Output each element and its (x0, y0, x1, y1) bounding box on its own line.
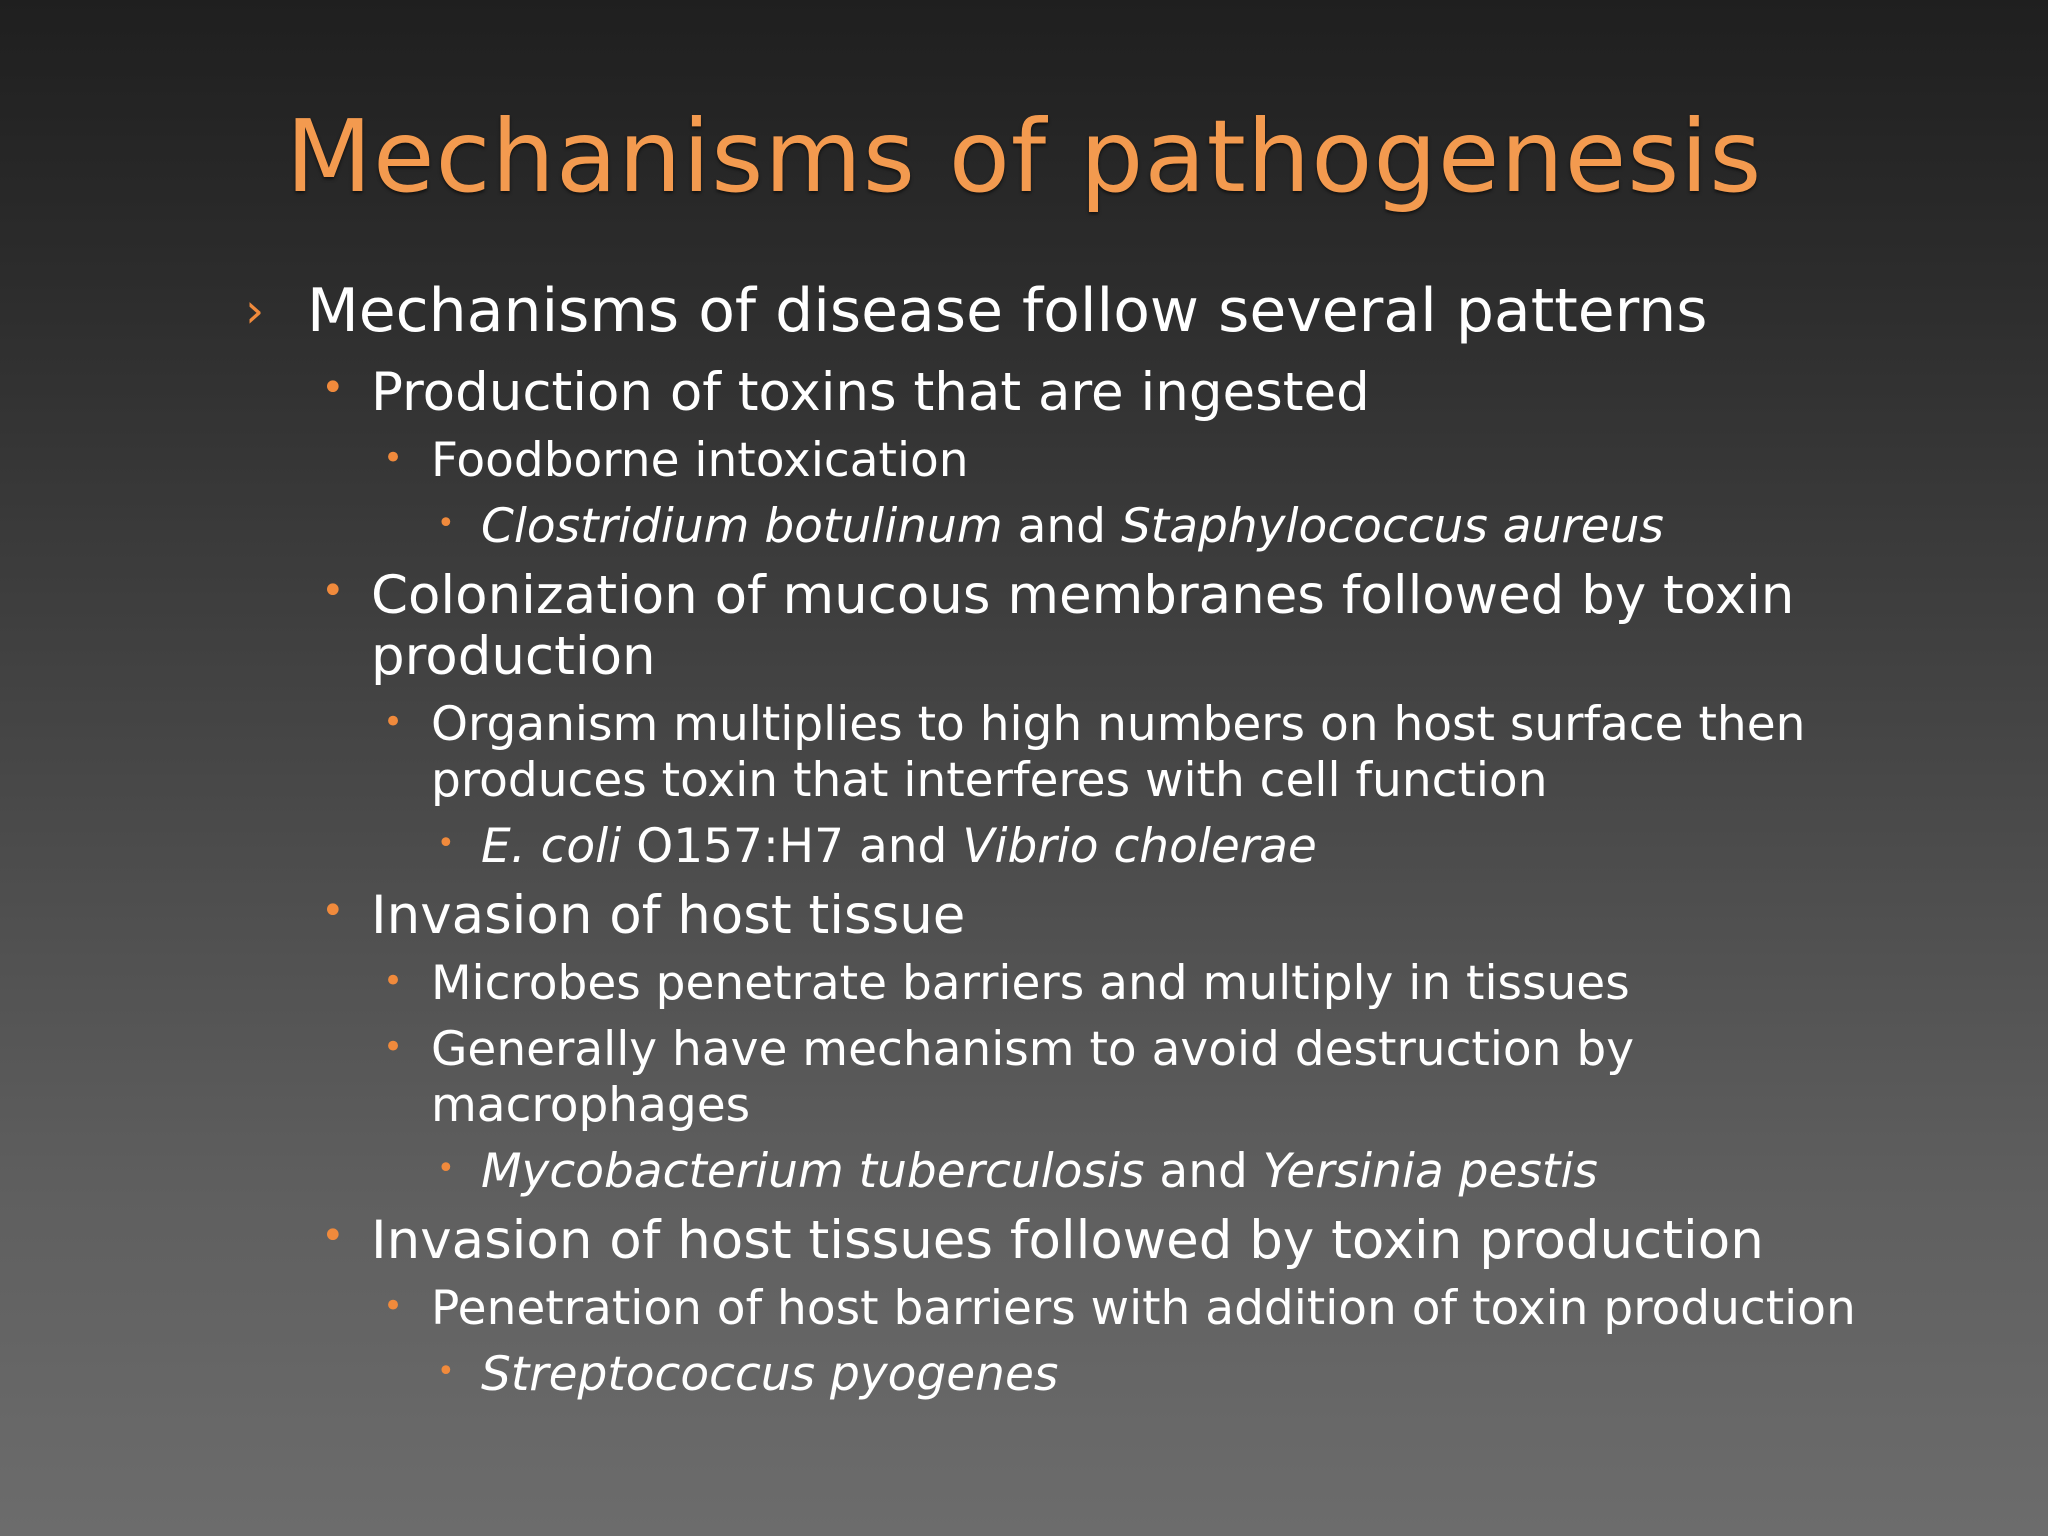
pattern-item (245, 1210, 1945, 1271)
organism-name: Clostridium botulinum (481, 499, 1003, 554)
dot-bullet-icon: • (321, 888, 345, 934)
pattern-detail (245, 1281, 1945, 1337)
main-bullet-text: Mechanisms of disease follow several patterns (307, 276, 1708, 346)
pattern-detail-text: Foodborne intoxication (431, 433, 969, 488)
organism-name: Staphylococcus aureus (1120, 499, 1664, 554)
slide-content (245, 270, 1945, 1403)
pattern-heading: Invasion of host tissues followed by toxin production (371, 1210, 1764, 1271)
pattern-heading: Invasion of host tissue (371, 885, 966, 946)
main-bullet (245, 270, 1945, 352)
pattern-item (245, 362, 1945, 423)
dot-bullet-icon: • (383, 961, 404, 1001)
dot-bullet-icon: • (321, 1213, 345, 1259)
pattern-detail-text: Penetration of host barriers with addition of toxin production (431, 1281, 1856, 1336)
dot-bullet-icon: • (321, 365, 345, 411)
pattern-detail-text: Generally have mechanism to avoid destruction by macrophages (431, 1022, 1635, 1133)
dot-bullet-icon: • (437, 826, 455, 861)
pattern-detail-text: Organism multiplies to high numbers on host surface then produces toxin that interferes with cell function (431, 697, 1806, 808)
dot-bullet-icon: • (383, 1286, 404, 1326)
pattern-item (245, 885, 1945, 946)
dot-bullet-icon: • (437, 506, 455, 541)
organism-name: Yersinia pestis (1262, 1144, 1598, 1199)
organism-name: Mycobacterium tuberculosis (481, 1144, 1145, 1199)
pattern-example (245, 1347, 1945, 1403)
pattern-example (245, 499, 1945, 555)
organism-name: Vibrio cholerae (962, 819, 1317, 874)
connector-text: and (1144, 1144, 1263, 1199)
dot-bullet-icon: • (437, 1151, 455, 1186)
dot-bullet-icon: • (383, 438, 404, 478)
organism-name: Streptococcus pyogenes (481, 1347, 1059, 1402)
strain-text: O157:H7 and (621, 819, 963, 874)
organism-name: E. coli (481, 819, 622, 874)
pattern-heading: Colonization of mucous membranes followed by toxin production (371, 565, 1795, 687)
pattern-detail (245, 1022, 1945, 1134)
pattern-detail-text: Microbes penetrate barriers and multiply in tissues (431, 956, 1630, 1011)
dot-bullet-icon: • (321, 568, 345, 614)
pattern-detail (245, 697, 1945, 809)
pattern-item (245, 565, 1945, 687)
pattern-example (245, 819, 1945, 875)
dot-bullet-icon: • (383, 702, 404, 742)
dot-bullet-icon: • (437, 1354, 455, 1389)
chevron-bullet-icon: › (245, 283, 265, 339)
pattern-detail (245, 956, 1945, 1012)
pattern-detail (245, 433, 1945, 489)
dot-bullet-icon: • (383, 1027, 404, 1067)
pattern-heading: Production of toxins that are ingested (371, 362, 1370, 423)
slide-title: Mechanisms of pathogenesis (285, 98, 1763, 215)
connector-text: and (1002, 499, 1121, 554)
pattern-example (245, 1144, 1945, 1200)
